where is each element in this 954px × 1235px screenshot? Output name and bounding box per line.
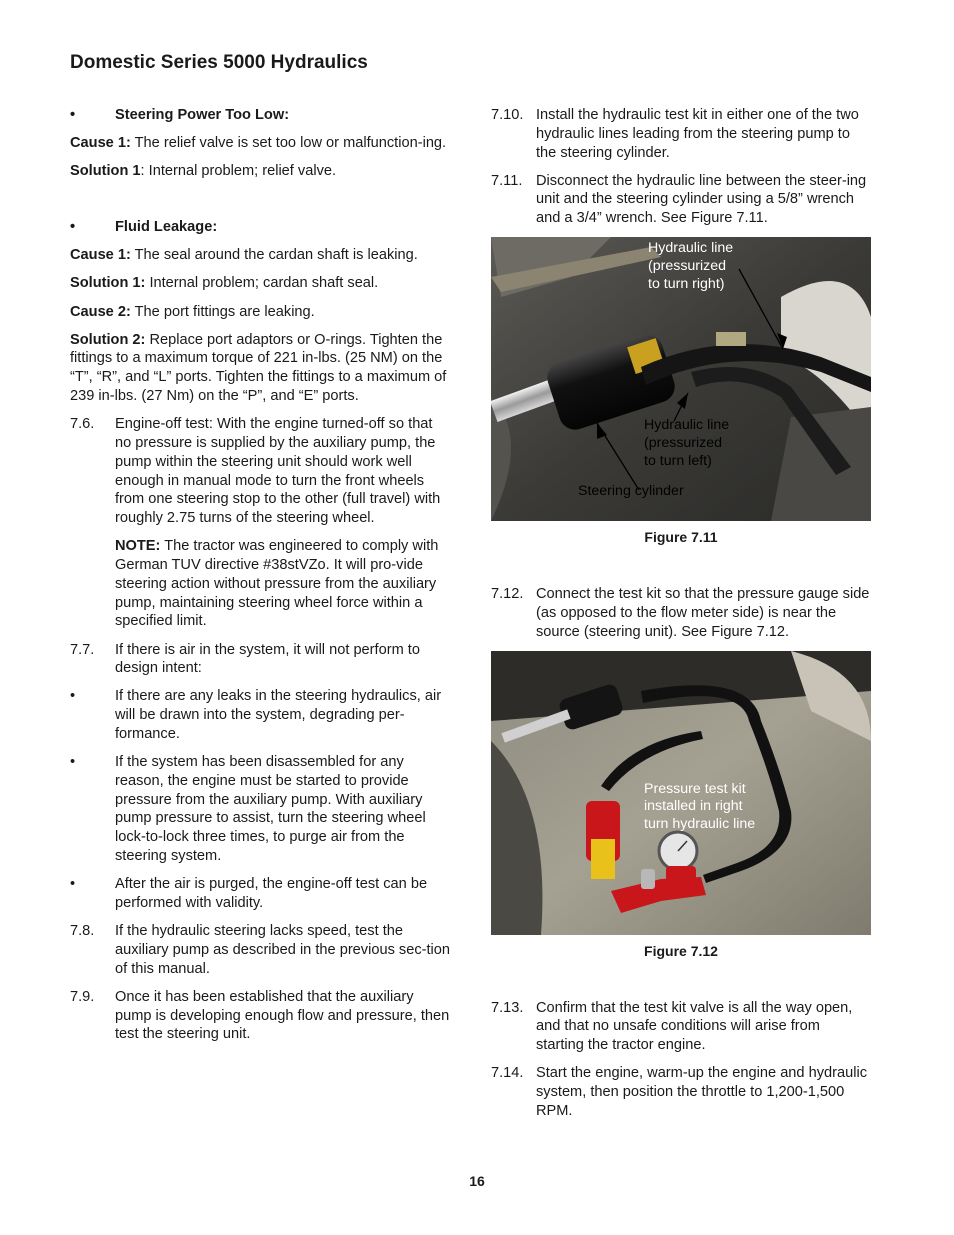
label-pressure-test-kit: Pressure test kit installed in right turn hydraulic line xyxy=(644,780,756,833)
label-hydraulic-line-right: Hydraulic line (pressurized to turn right) xyxy=(648,240,734,292)
figure-7-11-caption: Figure 7.11 xyxy=(644,529,718,546)
step-7-8: 7.8. If the hydraulic steering lacks speed, test the auxiliary pump as described in the previous sec-tion of this manual. xyxy=(70,923,451,977)
bullet: • xyxy=(70,219,76,236)
leak-cause-2: Cause 2: The port fittings are leaking. xyxy=(70,303,315,320)
right-column xyxy=(491,106,871,1130)
page-number: 16 xyxy=(469,1173,485,1189)
label-steering-cylinder: Steering cylinder xyxy=(578,483,684,500)
step-7-10: 7.10. Install the hydraulic test kit in either one of the two hydraulic lines leading from the steering pump to the steering cylinder. xyxy=(491,107,859,161)
step-7-9: 7.9. Once it has been established that the auxiliary pump is developing enough flow and pressure, then test the steering unit. xyxy=(70,988,450,1043)
left-column xyxy=(70,106,450,1053)
bullet-item: • After the air is purged, the engine-off test can be performed with validity. xyxy=(70,876,428,911)
label-hydraulic-line-left: Hydraulic line (pressurized to turn left) xyxy=(644,417,730,469)
leak-cause-1: Cause 1: The seal around the cardan shaft is leaking. xyxy=(70,247,418,264)
bullet-item: • If there are any leaks in the steering hydraulics, air will be drawn into the system, degrading per-formance. xyxy=(70,688,442,742)
leak-solution-1: Solution 1: Internal problem; cardan shaft seal. xyxy=(70,275,379,292)
steer-low-solution-1: Solution 1: Internal problem; relief valve. xyxy=(70,163,337,180)
step-7-12: 7.12. Connect the test kit so that the pressure gauge side (as opposed to the flow meter side) is near the source (steering unit). See Figure 7.12. xyxy=(491,586,870,640)
step-7-7: 7.7. If there is air in the system, it will not perform to design intent: xyxy=(70,641,420,677)
fluid-leakage-heading: • Fluid Leakage: xyxy=(70,219,218,236)
steering-power-heading: • Steering Power Too Low: xyxy=(70,107,290,123)
figure-7-11 xyxy=(491,237,871,521)
page-title: Domestic Series 5000 Hydraulics xyxy=(70,52,368,73)
note-paragraph: NOTE: The tractor was engineered to comply with German TUV directive #38stVZo. It will pro-vide steering action without pressure from the auxiliary pump, maintaining steering wheel force within a specified limit. xyxy=(115,538,439,630)
bullet: • xyxy=(70,107,76,123)
step-7-14: 7.14. Start the engine, warm-up the engine and hydraulic system, then position the throttle to 1,200-1,500 RPM. xyxy=(491,1065,867,1119)
step-7-11: 7.11. Disconnect the hydraulic line between the steer-ing unit and the steering cylinder using a 5/8” wrench and a 3/4” wrench. See Figure 7.11. xyxy=(491,172,867,227)
steer-low-cause-1: Cause 1: The relief valve is set too low or malfunction-ing. xyxy=(70,135,447,152)
figure-7-12 xyxy=(491,651,871,935)
step-7-6: 7.6. Engine-off test: With the engine turned-off so that no pressure is supplied by the auxiliary pump, the pump within the steering unit should work well enough in manual mode to turn the front wheels from one steering stop to the other (full travel) with roughly 2.75 turns of the steering wheel. xyxy=(70,416,441,527)
bullet-item: • If the system has been disassembled for any reason, the engine must be started to provide pressure from the auxiliary pump. With auxiliary pump pressure to assist, turn the steering wheel lock-to-lock three times, to purge air from the steering system. xyxy=(70,754,426,865)
figure-7-12-caption: Figure 7.12 xyxy=(644,942,718,959)
leak-solution-2: Solution 2: Replace port adaptors or O-rings. Tighten the fittings to a maximum torque of 221 in-lbs. (25 NM) on the “T”, “R”, and “L” ports. Tighten the fittings to a maximum of 239 in-lbs. (27 Nm) on the “P”, and “E” ports. xyxy=(70,331,447,405)
step-7-13: 7.13. Confirm that the test kit valve is all the way open, and that no unsafe conditions will arise from starting the tractor engine. xyxy=(491,999,853,1054)
